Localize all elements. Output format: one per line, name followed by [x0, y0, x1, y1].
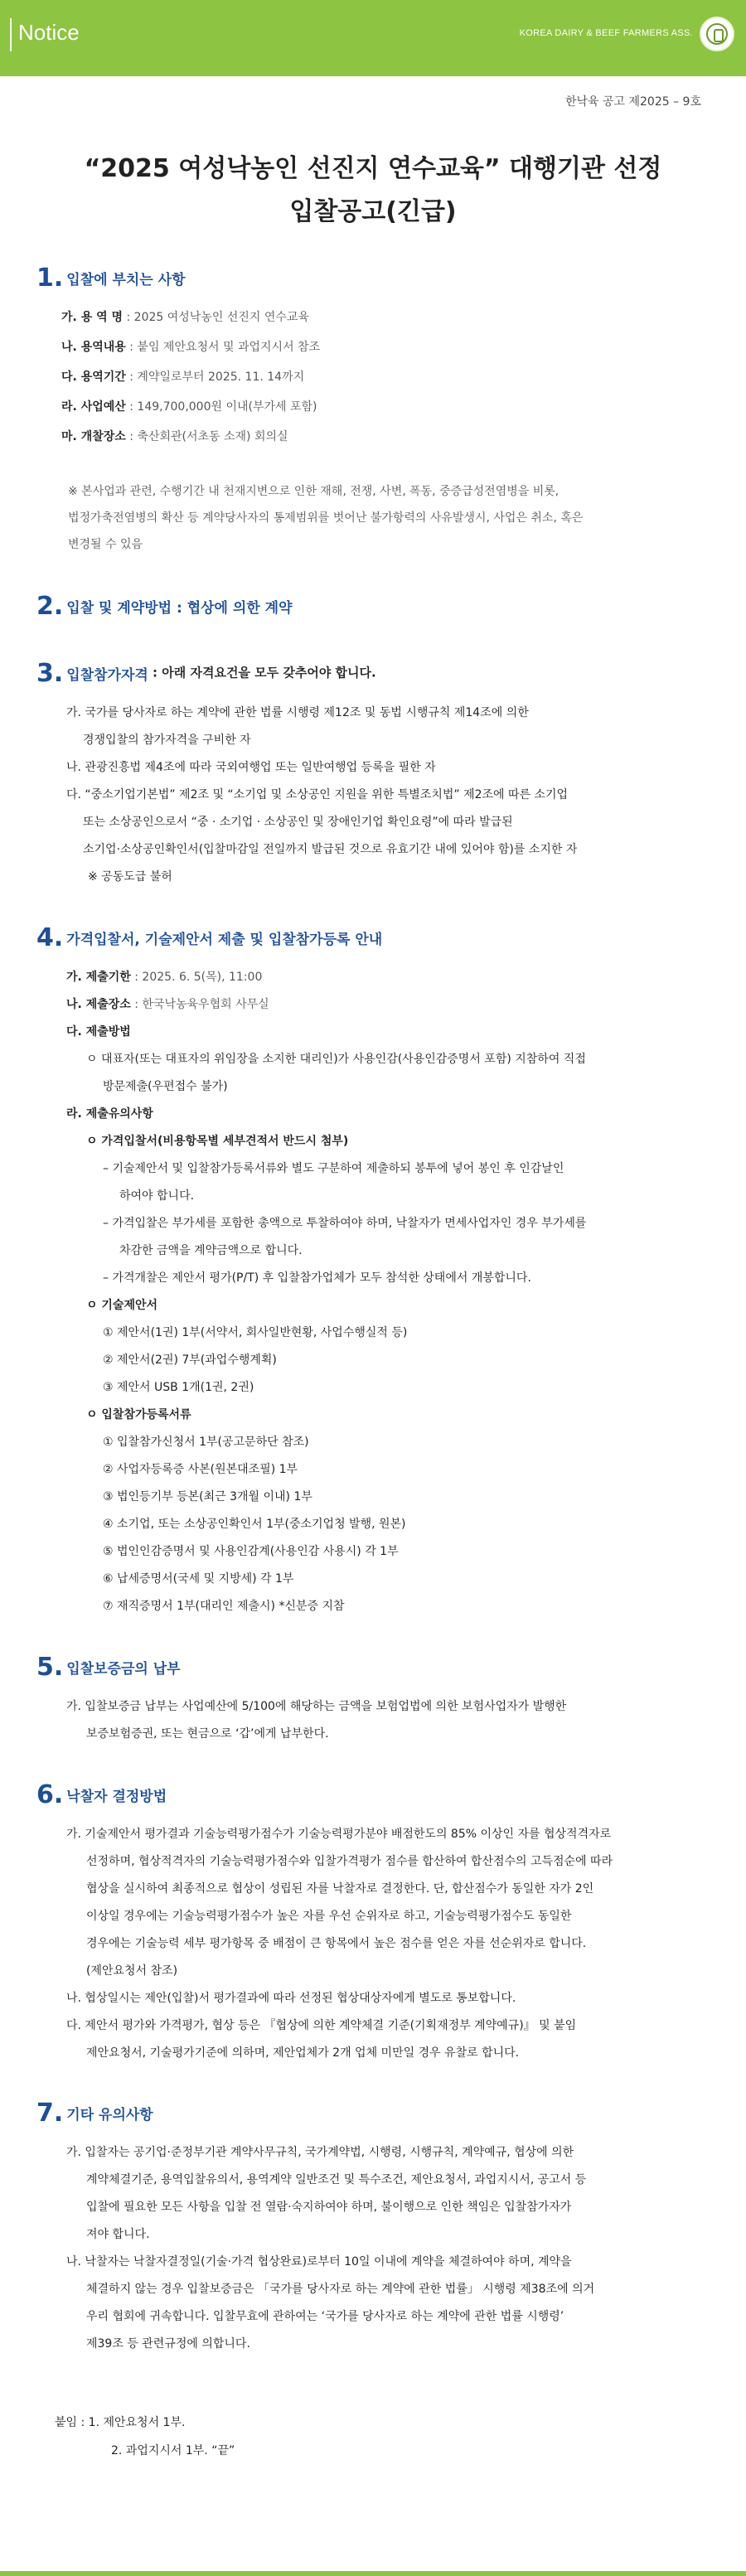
- section-title: 가격입찰서, 기술제안서 제출 및 입찰참가등록 안내: [66, 932, 383, 948]
- s3-line: ※ 공동도급 불허: [88, 870, 172, 884]
- s1-item: 다. 용역기간 : 계약일로부터 2025. 11. 14까지: [61, 370, 305, 384]
- section-title: 입찰 및 계약방법 : 협상에 의한 계약: [66, 600, 293, 617]
- page-title-line2: 입찰공고(긴급): [289, 197, 457, 226]
- section-number: 4.: [36, 923, 64, 952]
- s1-note-line: ※ 본사업과 관련, 수행기간 내 천재지변으로 인한 재해, 전쟁, 사변, 폭동, 중증급성전염병을 비롯,: [68, 485, 560, 498]
- page-title-line1: “2025 여성낙농인 선진지 연수교육” 대행기관 선정: [84, 154, 662, 183]
- section-number: 7.: [36, 2099, 64, 2128]
- s4-line: – 가격개찰은 제안서 평가(P/T) 후 입찰참가업체가 모두 참석한 상태에서 개봉합니다.: [103, 1271, 531, 1285]
- s4-line: 방문제출(우편접수 불가): [103, 1080, 228, 1093]
- section-number: 3.: [36, 659, 64, 688]
- attachment-line: 붙임 : 1. 제안요청서 1부.: [55, 2416, 186, 2429]
- document-number: 한낙육 공고 제2025 – 9호: [564, 95, 701, 109]
- s4-line: ⑦ 재직증명서 1부(대리인 제출시) *신분증 지참: [103, 1600, 345, 1613]
- s4-line: ④ 소기업, 또는 소상공인확인서 1부(중소기업청 발행, 원본): [103, 1518, 406, 1531]
- header-divider: [10, 18, 12, 51]
- s6-line: 협상을 실시하여 최종적으로 협상이 성립된 자를 낙찰자로 결정한다. 단, 합산점수가 동일한 자가 2인: [86, 1882, 594, 1896]
- s4-line: ㅇ 가격입찰서(비용항목별 세부견적서 반드시 첨부): [86, 1135, 349, 1148]
- section-title: 입찰보증금의 납부: [66, 1661, 181, 1678]
- s7-line: 입찰에 필요한 모든 사항을 입찰 전 열람·숙지하여야 하며, 불이행으로 인한 책임은 입찰참가자가: [86, 2201, 572, 2214]
- s4-line: ㅇ 대표자(또는 대표자의 위임장을 소지한 대리인)가 사용인감(사용인감증명서 포함) 지참하여 직접: [86, 1053, 586, 1066]
- s4-line: ③ 제안서 USB 1개(1권, 2권): [103, 1381, 254, 1394]
- s6-line: 이상일 경우에는 기술능력평가점수가 높은 자를 우선 순위자로 하고, 기술능력평가점수도 동일한: [86, 1910, 572, 1923]
- s4-line: 가. 제출기한 : 2025. 6. 5(목), 11:00: [66, 971, 263, 984]
- s4-line: ⑤ 법인인감증명서 및 사용인감계(사용인감 사용시) 각 1부: [103, 1545, 399, 1558]
- s6-line: 다. 제안서 평가와 가격평가, 협상 등은 『협상에 의한 계약체결 기준(기획재정부 계약예규)』 및 붙임: [66, 2019, 577, 2032]
- notice-label: Notice: [18, 20, 80, 45]
- s7-line: 우리 협회에 귀속합니다. 입찰무효에 관하여는 ‘국가를 당사자로 하는 계약에 관한 법률 시행령’: [86, 2310, 564, 2323]
- attachment-line: 2. 과업지시서 1부. “끝”: [111, 2444, 235, 2457]
- s3-line: 경쟁입찰의 참가자격을 구비한 자: [83, 734, 251, 747]
- s7-line: 체결하지 않는 경우 입찰보증금은 「국가를 당사자로 하는 계약에 관한 법률」 시행령 제38조에 의거: [86, 2283, 595, 2296]
- section-6-heading: [36, 1780, 167, 1809]
- s1-note-line: 법정가축전염병의 확산 등 계약당사자의 통제범위를 벗어난 불가항력의 사유발생시, 사업은 취소, 혹은: [68, 511, 584, 525]
- s4-line: ② 사업자등록증 사본(원본대조필) 1부: [103, 1463, 298, 1476]
- section-title: 낙찰자 결정방법: [66, 1789, 167, 1805]
- s4-line: ㅇ 입찰참가등록서류: [86, 1408, 191, 1421]
- s4-line: 다. 제출방법: [66, 1025, 131, 1039]
- section-number: 1.: [36, 264, 64, 293]
- s7-line: 나. 낙찰자는 낙찰자결정일(기술·가격 협상완료)로부터 10일 이내에 계약을 체결하여야 하며, 계약을: [66, 2255, 572, 2269]
- section-3-heading: [36, 659, 376, 688]
- section-4-heading: [36, 923, 382, 952]
- s4-line: – 가격입찰은 부가세를 포함한 총액으로 투찰하여야 하며, 낙찰자가 면세사업자인 경우 부가세를: [103, 1217, 587, 1230]
- s6-line: (제안요청서 참조): [86, 1964, 178, 1978]
- s4-line: ㅇ 기술제안서: [86, 1299, 158, 1312]
- section-1-heading: [36, 264, 186, 293]
- s7-line: 계약체결기준, 용역입찰유의서, 용역계약 일반조건 및 특수조건, 제안요청서, 과업지시서, 공고서 등: [86, 2173, 587, 2186]
- s7-line: 제39조 등 관련규정에 의합니다.: [86, 2337, 250, 2351]
- s4-line: ⑥ 납세증명서(국세 및 지방세) 각 1부: [103, 1572, 294, 1586]
- s1-note-line: 변경될 수 있음: [68, 538, 143, 551]
- section-title: 입찰에 부치는 사항: [66, 272, 186, 288]
- s6-line: 제안요청서, 기술평가기준에 의하며, 제안업체가 2개 업체 미만일 경우 유찰로 합니다.: [86, 2046, 520, 2060]
- section-2-heading: [36, 592, 293, 621]
- s6-line: 선정하며, 협상적격자의 기술능력평가점수와 입찰가격평가 점수를 합산하여 합산점수의 고득점순에 따라: [86, 1855, 613, 1868]
- s1-item: 마. 개찰장소 : 축산회관(서초동 소재) 회의실: [61, 430, 288, 443]
- s1-item: 라. 사업예산 : 149,700,000원 이내(부가세 포함): [61, 400, 317, 414]
- s4-line: 라. 제출유의사항: [66, 1107, 153, 1121]
- section-title: 기타 유의사항: [66, 2107, 153, 2123]
- s5-line: 가. 입찰보증금 납부는 사업예산에 5/100에 해당하는 금액을 보험업법에 의한 보험사업자가 발행한: [66, 1700, 567, 1713]
- section-title: 입찰참가자격: [66, 667, 148, 684]
- s7-line: 져야 합니다.: [86, 2228, 150, 2241]
- s3-line: 또는 소상공인으로서 “중 · 소기업 · 소상공인 및 장애인기업 확인요령”에 따라 발급된: [83, 816, 513, 829]
- s4-line: – 기술제안서 및 입찰참가등록서류와 별도 구분하여 제출하되 봉투에 넣어 봉인 후 인감날인: [103, 1162, 564, 1175]
- s7-line: 가. 입찰자는 공기업·준정부기관 계약사무규칙, 국가계약법, 시행령, 시행규칙, 계약예규, 협상에 의한: [66, 2146, 574, 2159]
- s4-line: ② 제안서(2권) 7부(과업수행계획): [103, 1353, 277, 1367]
- s4-line: ① 입찰참가신청서 1부(공고문하단 참조): [103, 1436, 309, 1449]
- s4-line: 나. 제출장소 : 한국낙농육우협회 사무실: [66, 998, 269, 1011]
- section-number: 5.: [36, 1653, 64, 1682]
- s3-line: 다. “중소기업기본법” 제2조 및 “소기업 및 소상공인 지원을 위한 특별조치법” 제2조에 따른 소기업: [66, 788, 569, 801]
- s3-line: 소기업·소상공인확인서(입찰마감일 전일까지 발급된 것으로 유효기간 내에 있어야 함)를 소지한 자: [83, 843, 578, 856]
- s4-line: 하여야 합니다.: [119, 1189, 195, 1203]
- s4-line: ① 제안서(1권) 1부(서약서, 회사일반현황, 사업수행실적 등): [103, 1326, 408, 1339]
- s4-line: 차감한 금액을 계약금액으로 합니다.: [119, 1244, 303, 1257]
- section-number: 2.: [36, 592, 64, 621]
- s5-line: 보증보험증권, 또는 현금으로 ‘갑’에게 납부한다.: [86, 1727, 329, 1741]
- section-subtitle: : 아래 자격요건을 모두 갖추어야 합니다.: [148, 665, 376, 680]
- section-number: 6.: [36, 1780, 64, 1809]
- s4-line: ③ 법인등기부 등본(최근 3개월 이내) 1부: [103, 1490, 312, 1503]
- s1-item: 가. 용 역 명 : 2025 여성낙농인 선진지 연수교육: [61, 311, 309, 324]
- footer-bar: [0, 2571, 746, 2576]
- organization-name: KOREA DAIRY & BEEF FARMERS ASS.: [519, 28, 693, 38]
- s6-line: 나. 협상일시는 제안(입찰)서 평가결과에 따라 선정된 협상대상자에게 별도로 통보합니다.: [66, 1992, 516, 2005]
- s3-line: 가. 국가를 당사자로 하는 계약에 관한 법률 시행령 제12조 및 동법 시행규칙 제14조에 의한: [66, 706, 529, 719]
- s6-line: 가. 기술제안서 평가결과 기술능력평가점수가 기술능력평가분야 배점한도의 85% 이상인 자를 협상적격자로: [66, 1828, 612, 1841]
- section-5-heading: [36, 1653, 181, 1682]
- s1-item: 나. 용역내용 : 붙임 제안요청서 및 과업지시서 참조: [61, 341, 321, 354]
- association-logo-icon: [700, 17, 734, 51]
- header-banner: [0, 0, 746, 76]
- s6-line: 경우에는 기술능력 세부 평가항목 중 배점이 큰 항목에서 높은 점수를 얻은 자를 선순위자로 합니다.: [86, 1937, 587, 1950]
- s3-line: 나. 관광진흥법 제4조에 따라 국외여행업 또는 일반여행업 등록을 필한 자: [66, 761, 436, 774]
- section-7-heading: [36, 2099, 153, 2128]
